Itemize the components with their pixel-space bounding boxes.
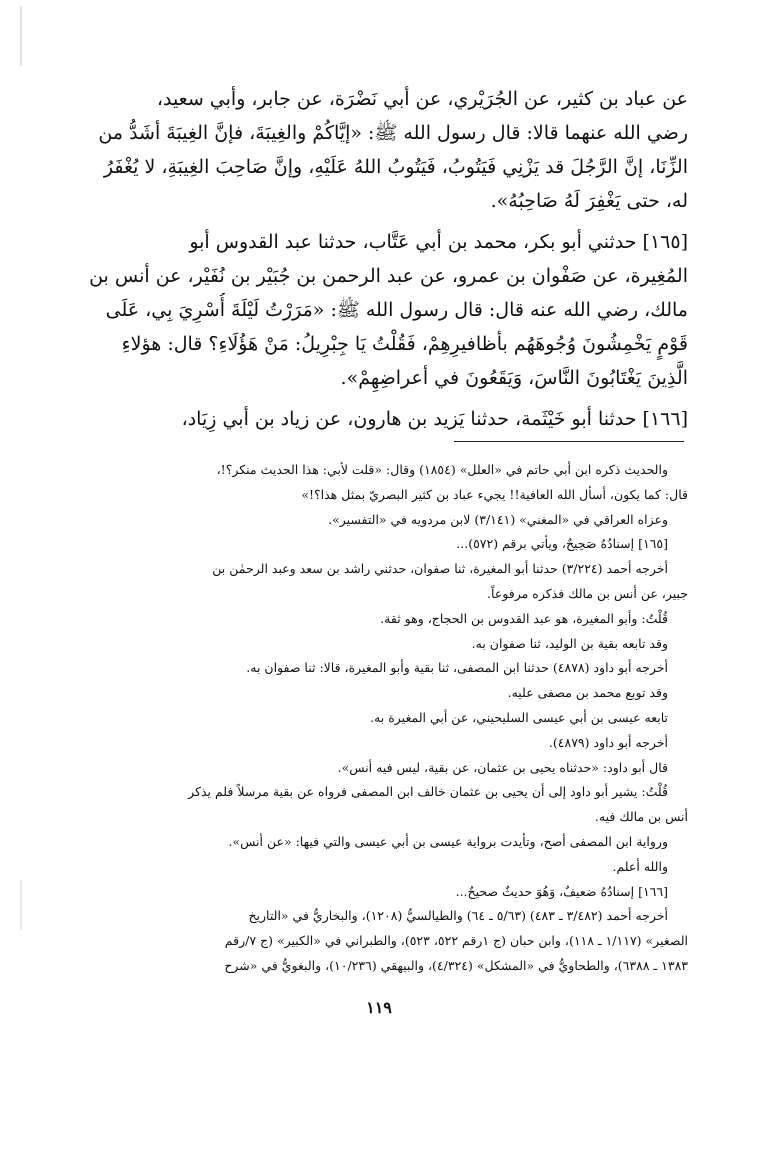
footnote-divider <box>454 441 684 442</box>
text-line: الزِّنَا، إنَّ الرَّجُلَ قد يَزْنِي فَيَتُوبُ، فَيَتُوبُ اللهُ عَلَيْهِ، وإنَّ صَاحِبَ الغِيبَةِ، لا يُغْفَرُ <box>103 156 688 178</box>
footnote-line: ورواية ابن المصفى أصح، وتأيدت برواية عيسى بن أبي عيسى والتي فيها: «عن أنس». <box>228 833 668 849</box>
footnote-line: [١٦٦] إسنادُهُ ضعيفٌ، وَهُوَ حديثٌ صحيحٌ... <box>455 883 668 899</box>
footnote-line: والله أعلم. <box>612 858 668 874</box>
footnote-line: قال: كما يكون، أسأل الله العافية!! يجيء عباد بن كثير البصريّ بمثل هذا؟!» <box>301 486 688 502</box>
main-paragraph <box>70 225 688 395</box>
footnotes <box>70 458 688 979</box>
page-number: ١١٩ <box>366 998 392 1017</box>
text-line: له، حتى يَغْفِرَ لَهُ صَاحِبُهُ». <box>490 190 688 212</box>
footnote-line: أخرجه أحمد (٣/٢٢٤) حدثنا أبو المغيرة، ثنا صفوان، حدثني راشد بن سعد وعبد الرحمٰن بن <box>212 561 668 577</box>
text-line: عن عباد بن كثير، عن الجُرَيْري، عن أبي نَضْرَة، عن جابر، وأبي سعيد، <box>156 88 688 110</box>
text-line: [١٦٦] حدثنا أبو خَيْثَمة، حدثنا يَزيد بن هارون، عن زياد بن أبي زِيَاد، <box>181 408 688 430</box>
footnote-line: تابعه عيسى بن أبي عيسى السليحيني، عن أبي المغيرة به. <box>370 709 668 725</box>
scan-margin-mark <box>20 880 22 930</box>
main-paragraph <box>70 82 688 218</box>
footnote-line: ١٣٨٣ ـ ٦٣٨٨)، والطحاويُّ في «المشكل» (٤/٣٢٤)، والبيهقي (١٠/٢٣٦)، والبغويُّ في «شرح <box>224 957 688 973</box>
text-line: الَّذِينَ يَغْتَابُونَ النَّاسَ، وَيَقَعُونَ في أعراضِهِمْ». <box>340 367 688 389</box>
text-line: رضي الله عنهما قالا: قال رسول الله ﷺ: «إيَّاكُمْ والغِيبَةَ، فإنَّ الغِيبَةَ أشَدُّ من <box>98 122 688 144</box>
text-line: قَوْمٍ يَخْمِشُونَ وُجُوهَهُم بأظافيرِهِمْ، فَقُلْتُ يَا جِبْرِيلُ: مَنْ هَؤُلَاءِ؟ قال: هؤلاءِ <box>121 333 688 355</box>
scan-margin-mark <box>20 6 22 66</box>
footnote-line: وعزاه العراقي في «المغني» (٣/١٤١) لابن مردويه في «التفسير». <box>328 511 668 527</box>
text-line: المُغِيرة، عن صَفْوان بن عمرو، عن عبد الرحمن بن جُبَيْر بن نُفَيْر، عن أنس بن <box>89 265 688 287</box>
footnote-line: والحديث ذكره ابن أبي حاتم في «العلل» (١٨٥٤) وقال: «قلت لأبي: هذا الحديث منكر؟!، <box>216 462 668 477</box>
footnote-line: أخرجه أبو داود (٤٨٧٩). <box>548 734 668 750</box>
footnote-line: الصغير» (١/١١٧ ـ ١١٨)، وابن حبان (ج ١رقم ٥٢٢، ٥٢٣)، والطبراني في «الكبير» (ج ٧/رقم <box>224 933 688 949</box>
text-line: مالك، رضي الله عنه قال: قال رسول الله ﷺ: «مَرَرْتُ لَيْلَةَ أُسْرِيَ بِي، عَلَى <box>105 299 688 321</box>
footnote-line: [١٦٥] إسنادُهُ صَحِيحٌ، ويأتي برقم (٥٧٢)... <box>456 536 668 552</box>
footnote-line: أخرجه أبو داود (٤٨٧٨) حدثنا ابن المصفى، ثنا بقية وأبو المغيرة، قالا: ثنا صفوان به. <box>246 660 668 676</box>
footnote-line: قُلْتُ: وأبو المغيرة، هو عبد القدوس بن الحجاج، وهو ثقة. <box>380 610 668 626</box>
footnote-line: قُلْتُ: يشير أبو داود إلى أن يحيى بن عثمان خالف ابن المصفى فرواه عن بقية مرسلاً فلم يذكر <box>188 784 668 800</box>
text-line: [١٦٥] حدثني أبو بكر، محمد بن أبي عَتَّاب، حدثنا عبد القدوس أبو <box>189 231 688 253</box>
footnote-line: وقد تابعه بقية بن الوليد، ثنا صفوان به. <box>471 635 668 651</box>
main-text <box>70 82 688 443</box>
footnote-line: جبير، عن أنس بن مالك فذكره مرفوعاً. <box>487 585 688 601</box>
footnote-line: أخرجه أحمد (٣/٤٨٢ ـ ٤٨٣) (٥/٦٣ ـ ٦٤) والطيالسيُّ (١٢٠٨)، والبخاريُّ في «التاريخ <box>248 908 668 924</box>
footnote-line: وقد توبع محمد بن مصفى عليه. <box>507 685 668 701</box>
footnote-line: قال أبو داود: «حدثناه يحيى بن عثمان، عن بقية، ليس فيه أنس». <box>337 759 668 775</box>
main-paragraph <box>70 402 688 436</box>
footnote-line: أنس بن مالك فيه. <box>594 809 688 825</box>
